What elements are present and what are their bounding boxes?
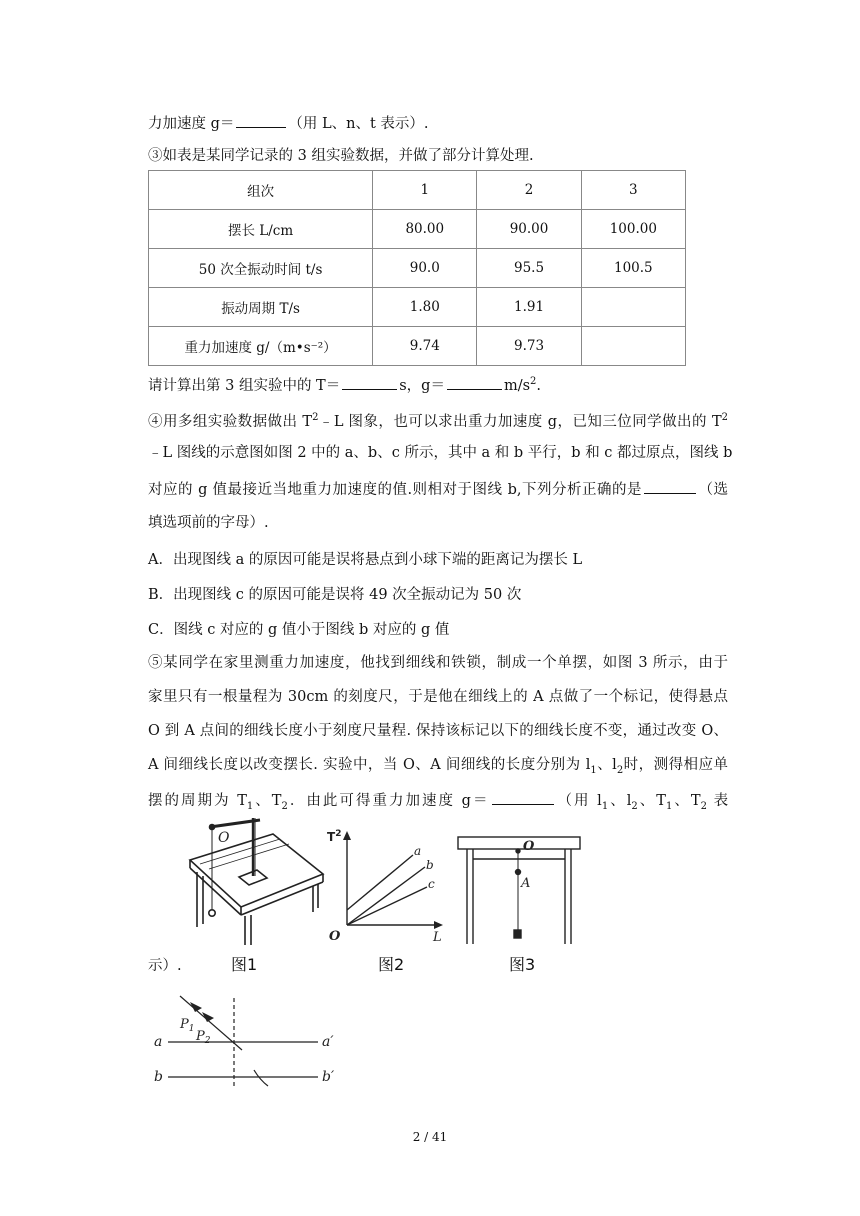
- para5-line-1: ⑤某同学在家里测重力加速度，他找到细线和铁锁，制成一个单摆，如图 3 所示，由于: [148, 655, 728, 671]
- superscript: 2: [312, 412, 319, 423]
- question-line-3: [148, 372, 541, 396]
- table-cell: 1: [373, 171, 477, 210]
- table-cell: [581, 288, 685, 327]
- line-c-label: c: [428, 877, 435, 891]
- table-cell: 摆长 L/cm: [149, 210, 373, 249]
- table-row: [149, 288, 686, 327]
- subscript: 1: [246, 800, 254, 812]
- text: 、l: [608, 793, 632, 809]
- answer-blank: [644, 478, 696, 494]
- label-b-prime: b′: [322, 1069, 335, 1085]
- table-cell: 1.91: [477, 288, 581, 327]
- question-line-2: ③如表是某同学记录的 3 组实验数据，并做了部分计算处理.: [148, 148, 534, 164]
- para4-line-3: [148, 478, 728, 500]
- table-cell: 组次: [149, 171, 373, 210]
- text: （用 L、n、t 表示）.: [288, 116, 429, 132]
- fig3-A-label: A: [521, 876, 531, 891]
- table-cell: 100.5: [581, 249, 685, 288]
- text: 、T: [637, 793, 666, 809]
- table-cell: 50 次全振动时间 t/s: [149, 249, 373, 288]
- text: ④用多组实验数据做出 T: [148, 413, 313, 430]
- subscript: 2: [700, 800, 707, 812]
- table-cell: 95.5: [477, 249, 581, 288]
- para4-line-1: [148, 408, 728, 432]
- line-c: [347, 887, 427, 925]
- answer-blank: [492, 789, 554, 805]
- data-table: [148, 170, 686, 366]
- table-row: [149, 327, 686, 366]
- answer-blank: [236, 112, 286, 128]
- line-a-label: a: [414, 844, 422, 858]
- text: .: [536, 377, 542, 394]
- text: 、T: [253, 793, 282, 809]
- table-cell: 9.73: [477, 327, 581, 366]
- subscript: 1: [665, 800, 673, 812]
- para5-line-4: [148, 755, 728, 781]
- text: 请计算出第 3 组实验中的 T＝: [148, 377, 341, 394]
- answer-blank: [342, 374, 397, 390]
- text: ．由此可得重力加速度 g＝: [287, 793, 490, 809]
- table-cell: 9.74: [373, 327, 477, 366]
- para5-line-6: 示）.: [148, 958, 182, 974]
- text: ﹣L 图象，也可以求出重力加速度 g，已知三位同学做出的 T: [318, 413, 722, 430]
- y-axis-arrow-icon: [343, 831, 351, 840]
- text: 对应的 g 值最接近当地重力加速度的值.则相对于图线 b,下列分析正确的是: [148, 482, 643, 498]
- figure-2-graph: [325, 825, 450, 945]
- table-cell: [581, 327, 685, 366]
- para4-line-2: ﹣L 图线的示意图如图 2 中的 a、b、c 所示，其中 a 和 b 平行，b 和 c 都过原点，图线 b: [148, 445, 733, 461]
- table-cell: 2: [477, 171, 581, 210]
- text: 力加速度 g＝: [148, 116, 235, 132]
- figure-3-caption: 图3: [509, 955, 536, 974]
- text: s，g＝: [399, 377, 445, 394]
- x-axis-label: L: [433, 930, 442, 945]
- para5-line-3: O 到 A 点间的细线长度小于刻度尺量程. 保持该标记以下的细线长度不变，通过改变 O、: [148, 723, 728, 739]
- figure-1-desk-pendulum: [185, 812, 325, 947]
- question-line-1: [148, 112, 429, 134]
- superscript: 2: [530, 376, 537, 387]
- table-cell: 1.80: [373, 288, 477, 327]
- text: 时，测得相应单: [623, 757, 729, 773]
- y-axis-label: $T^2$: [327, 829, 342, 844]
- text: 摆的周期为 T: [148, 793, 247, 809]
- figure-3-table-pendulum: [455, 832, 585, 947]
- table-cell: 振动周期 T/s: [149, 288, 373, 327]
- subscript: 2: [616, 764, 624, 776]
- text: （选: [698, 482, 729, 498]
- figure-1-caption: 图1: [231, 955, 258, 974]
- fig3-O-label: O: [523, 839, 535, 854]
- table-cell: 90.0: [373, 249, 477, 288]
- page-number: 2 / 41: [412, 1130, 448, 1144]
- table-row: [149, 210, 686, 249]
- text: m/s: [503, 377, 531, 394]
- para5-line-2: 家里只有一根量程为 30cm 的刻度尺，于是他在细线上的 A 点做了一个标记，使得悬点: [148, 689, 728, 705]
- table-header-row: [149, 171, 686, 210]
- table-cell: 重力加速度 g/（m•s⁻²）: [149, 327, 373, 366]
- text: A 间细线长度以改变摆长. 实验中，当 O、A 间细线的长度分别为 l: [148, 757, 591, 773]
- text: （用 l: [555, 793, 602, 809]
- label-a: a: [154, 1034, 163, 1050]
- figure-2-caption: 图2: [378, 955, 405, 974]
- subscript: 1: [590, 764, 597, 776]
- table-cell: 3: [581, 171, 685, 210]
- text: 、T: [672, 793, 701, 809]
- table-cell: 100.00: [581, 210, 685, 249]
- subscript: 2: [281, 800, 288, 812]
- origin-label: O: [329, 929, 341, 944]
- option-a: A．出现图线 a 的原因可能是误将悬点到小球下端的距离记为摆长 L: [148, 552, 583, 568]
- line-b: [347, 867, 425, 925]
- pin-P1-label: $P_1$: [180, 1017, 195, 1034]
- line-b-label: b: [426, 858, 434, 872]
- x-axis-arrow-icon: [434, 921, 443, 929]
- figure-4-glass-slab: [150, 990, 360, 1090]
- option-b: B．出现图线 c 的原因可能是误将 49 次全振动记为 50 次: [148, 587, 522, 603]
- text: 、l: [596, 757, 617, 773]
- subscript: 1: [601, 800, 609, 812]
- refracted-ray-mark: [254, 1070, 268, 1086]
- option-c: C．图线 c 对应的 g 值小于图线 b 对应的 g 值: [148, 622, 450, 638]
- label-b: b: [154, 1069, 163, 1085]
- pin-P2-label: $P_2$: [196, 1029, 211, 1046]
- para4-line-4: 填选项前的字母）.: [148, 515, 269, 531]
- table-row: [149, 249, 686, 288]
- superscript: 2: [721, 412, 728, 423]
- text: 表: [706, 793, 729, 809]
- subscript: 2: [631, 800, 638, 812]
- fig1-O-label: O: [218, 830, 230, 846]
- table-cell: 90.00: [477, 210, 581, 249]
- answer-blank: [447, 374, 502, 390]
- table-cell: 80.00: [373, 210, 477, 249]
- label-a-prime: a′: [322, 1034, 334, 1050]
